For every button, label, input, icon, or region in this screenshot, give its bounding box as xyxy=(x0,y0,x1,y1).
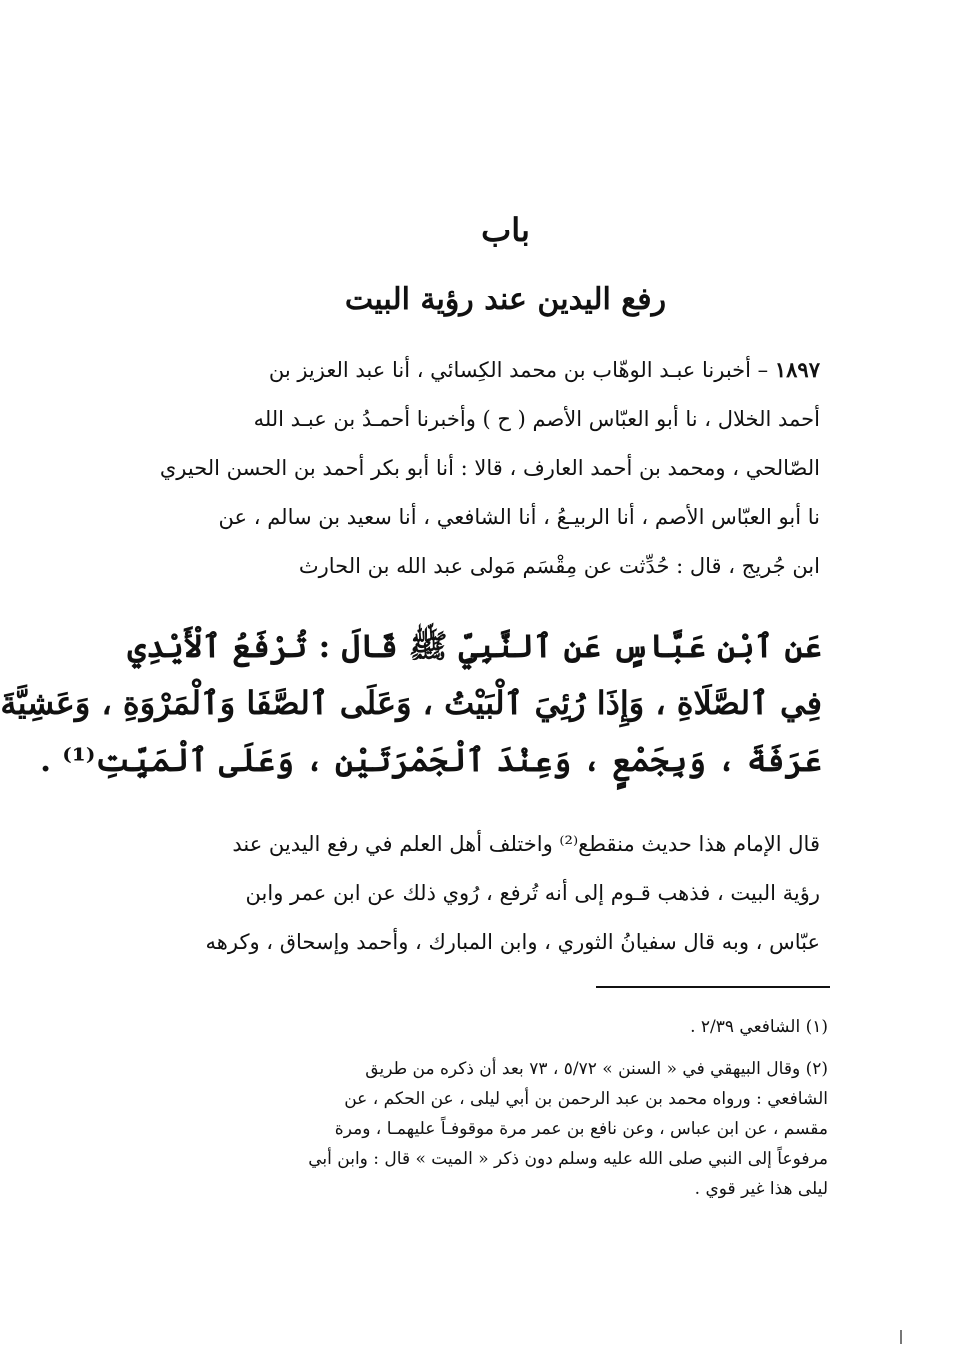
footnote-separator xyxy=(596,986,830,988)
hadith-number: ١٨٩٧ xyxy=(774,357,820,382)
footnote-2-line: مرفوعاً إلى النبي صلى الله عليه وسلم دون ذكر « الميت » قال : وابن أبي xyxy=(308,1149,828,1169)
footnote-2-line: الشافعي : ورواه محمد بن عبد الرحمن بن أبي ليلى ، عن الحكم ، عن xyxy=(344,1089,828,1109)
hadith-matn xyxy=(0,618,822,789)
isnad-line: الصّالحي ، ومحمد بن أحمد العارف ، قالا : أنا أبو بكر أحمد بن الحسن الحيري xyxy=(159,456,820,480)
isnad-line: ١٨٩٧ – أخبرنا عبـد الوهّاب بن محمد الكِسائي ، أنا عبد العزيز بن xyxy=(268,357,820,382)
isnad-line: ابن جُريج ، قال : حُدِّثت عن مِقْسَم مَولى عبد الله بن الحارث xyxy=(298,554,820,578)
chapter-heading: باب xyxy=(481,211,530,249)
footnote-1: (١) الشافعي ٢/٣٩ . xyxy=(690,1017,828,1037)
footnotes xyxy=(188,1012,828,1204)
footnote-2-line: مقسم ، عن ابن عباس ، وعن نافع بن عمر مرة موقوفـاً عليهمـا ، ومرة xyxy=(334,1119,828,1139)
footnote-2-line: ليلى هذا غير قوي . xyxy=(694,1179,828,1199)
isnad-line: نا أبو العبّاس الأصم ، أنا الربيـعُ ، أنا الشافعي ، أنا سعيد بن سالم ، عن xyxy=(218,505,820,529)
chapter-title: رفع اليدين عند رؤية البيت xyxy=(344,282,667,317)
isnad-line: أحمد الخلال ، نا أبو العبّاس الأصم ( ح ) وأخبرنا أحمـدُ بن عبـد الله xyxy=(253,407,820,431)
commentary-line: عبّاس ، وبه قال سفيانُ الثوري ، وابن المبارك ، وأحمد وإسحاق ، وكرهه xyxy=(205,930,820,954)
hadith-isnad xyxy=(159,345,820,591)
matn-line: عَرَفَةَ ، وَبِجَمْعٍ ، وَعِنْدَ ٱلْجَمْرَتَيْنِ ، وَعَلَى ٱلْمَيِّتِ⁽¹⁾ . xyxy=(40,741,822,779)
matn-line: فِي ٱلصَّلَاةِ ، وَإِذَا رُئِيَ ٱلْبَيْتُ ، وَعَلَى ٱلصَّفَا وَٱلْمَرْوَةِ ، وَعَشِيَّةَ xyxy=(0,684,822,722)
commentary-line: رؤية البيت ، فذهب قـوم إلى أنه تُرفع ، رُوي ذلك عن ابن عمر وابن xyxy=(245,881,820,905)
footnote-2-line: (٢) وقال البيهقي في « السنن » ٥/٧٢ ، ٧٣ بعد أن ذكره من طريق xyxy=(365,1059,828,1079)
commentary-line: قال الإمام هذا حديث منقطع⁽²⁾ واختلف أهل العلم في رفع اليدين عند xyxy=(232,832,820,856)
scan-mark xyxy=(900,1330,902,1344)
imam-commentary xyxy=(188,820,820,967)
matn-line: عَنِ ٱبْنِ عَبَّاسٍ عَنِ ٱلنَّبِيِّ ﷺ قَالَ : تُرْفَعُ ٱلْأَيْدِي xyxy=(127,627,822,665)
